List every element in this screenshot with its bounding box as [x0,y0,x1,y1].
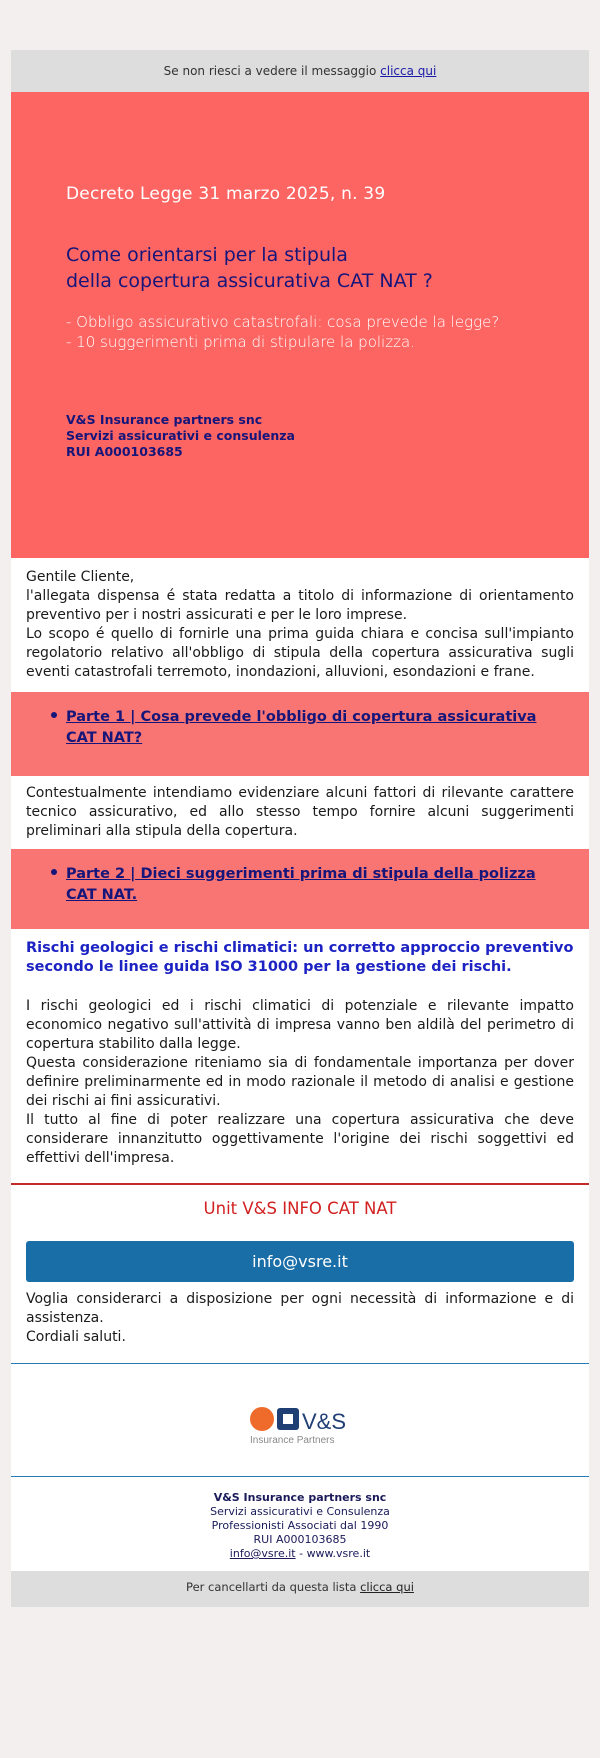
part1-link[interactable] [66,709,536,746]
logo-tagline: Insurance Partners [250,1435,335,1446]
unsubscribe-text: Per cancellarti da questa lista [186,1580,361,1594]
risks-body [11,977,589,1183]
view-online-link[interactable]: clicca qui [380,64,437,78]
risks-section [11,929,589,1183]
vs-logo [248,1406,358,1446]
logo-brand: V&S [302,1409,347,1434]
orange-circle-icon [250,1407,274,1431]
unsubscribe-bar [11,1571,589,1607]
unit-section [11,1185,589,1363]
preheader [11,50,589,92]
risks-title: Rischi geologici e rischi climatici: un corretto approccio preventivo secondo le linee guida ISO 31000 per la gestione dei rischi. [26,940,574,975]
closing-salutation: Cordiali saluti. [26,1329,126,1345]
intro-section [11,558,589,692]
part2-box [11,849,589,929]
part1-title: Cosa prevede l'obbligo di copertura assicurativa CAT NAT? [66,709,537,746]
middle-paragraph: Contestualmente intendiamo evidenziare alcuni fattori di rilevante carattere tecnico assicurativo, ed allo stesso tempo fornire alcuni suggerimenti preliminari alla stipula della copertura. [26,785,574,839]
email-button[interactable]: info@vsre.it [26,1241,574,1282]
middle-section [11,776,589,849]
decree-title: Decreto Legge 31 marzo 2025, n. 39 [66,184,386,204]
email-container [11,50,589,1607]
footer-rui: RUI A000103685 [253,1533,347,1546]
footer-website[interactable]: www.vsre.it [306,1547,371,1560]
hero-bullets [66,312,499,352]
risks-paragraph-2: Questa considerazione riteniamo sia di fondamentale importanza per dover definire preliminarmente ed in modo razionale il metodo di analisi e gestione dei rischi ai fini assicurativi. [26,1055,574,1109]
footer-separator: - [295,1547,307,1560]
hero-headline [66,242,433,294]
intro-paragraph-2: Lo scopo é quello di fornirle una prima guida chiara e concisa sull'impianto regolatorio relativo all'obbligo di stipula della copertura assicurativa sugli eventi catastrofali terremoto, inondazioni, alluvioni, esondazioni e frane. [26,626,574,680]
closing-paragraph: Voglia considerarci a disposizione per ogni necessità di informazione e di assistenza. [26,1291,574,1326]
risks-paragraph-1: I rischi geologici ed i rischi climatici di potenziale e rilevante impatto economico negativo sull'attività di impresa vanno ben aldilà del perimetro di copertura stabilito dalla legge. [26,998,574,1052]
hero-banner [11,92,589,558]
footer-services: Servizi assicurativi e Consulenza [210,1505,390,1518]
footer-email-link[interactable]: info@vsre.it [229,1547,296,1560]
hero-company-services: Servizi assicurativi e consulenza [66,428,295,443]
hero-company-info [66,412,295,460]
unit-title: Unit V&S INFO CAT NAT [203,1199,397,1218]
hero-bullet-2: - 10 suggerimenti prima di stipulare la polizza. [66,333,415,351]
footer-since: Professionisti Associati dal 1990 [211,1519,389,1532]
part1-box [11,692,589,776]
part2-link[interactable]: Parte 2 | Dieci suggerimenti prima di stipula della polizza CAT NAT. [66,866,536,903]
hero-company-rui: RUI A000103685 [66,444,183,459]
unsubscribe-link[interactable]: clicca qui [360,1580,414,1594]
bullet-dot-icon [51,712,57,718]
footer-company: V&S Insurance partners snc [213,1491,387,1504]
hero-headline-line2: della copertura assicurativa CAT NAT ? [66,270,433,292]
hero-company-name: V&S Insurance partners snc [66,412,263,427]
risks-paragraph-3: Il tutto al fine di poter realizzare una copertura assicurativa che deve considerare innanzitutto oggettivamente l'origine dei rischi soggettivi ed effettivi dell'impresa. [26,1112,574,1166]
preheader-text: Se non riesci a vedere il messaggio [163,64,381,78]
hero-bullet-1: - Obbligo assicurativo catastrofali: cosa prevede la legge? [66,313,500,331]
intro-paragraph-1: l'allegata dispensa é stata redatta a titolo di informazione di orientamento preventivo per i nostri assicurati e per le loro imprese. [26,588,574,623]
bullet-dot-icon [51,869,57,875]
greeting: Gentile Cliente, [26,569,135,585]
logo-section [11,1364,589,1476]
footer-contacts [11,1547,589,1561]
closing-text [11,1282,589,1363]
part1-prefix: Parte 1 | [66,709,141,725]
hero-headline-line1: Come orientarsi per la stipula [66,244,348,266]
footer [11,1477,589,1571]
